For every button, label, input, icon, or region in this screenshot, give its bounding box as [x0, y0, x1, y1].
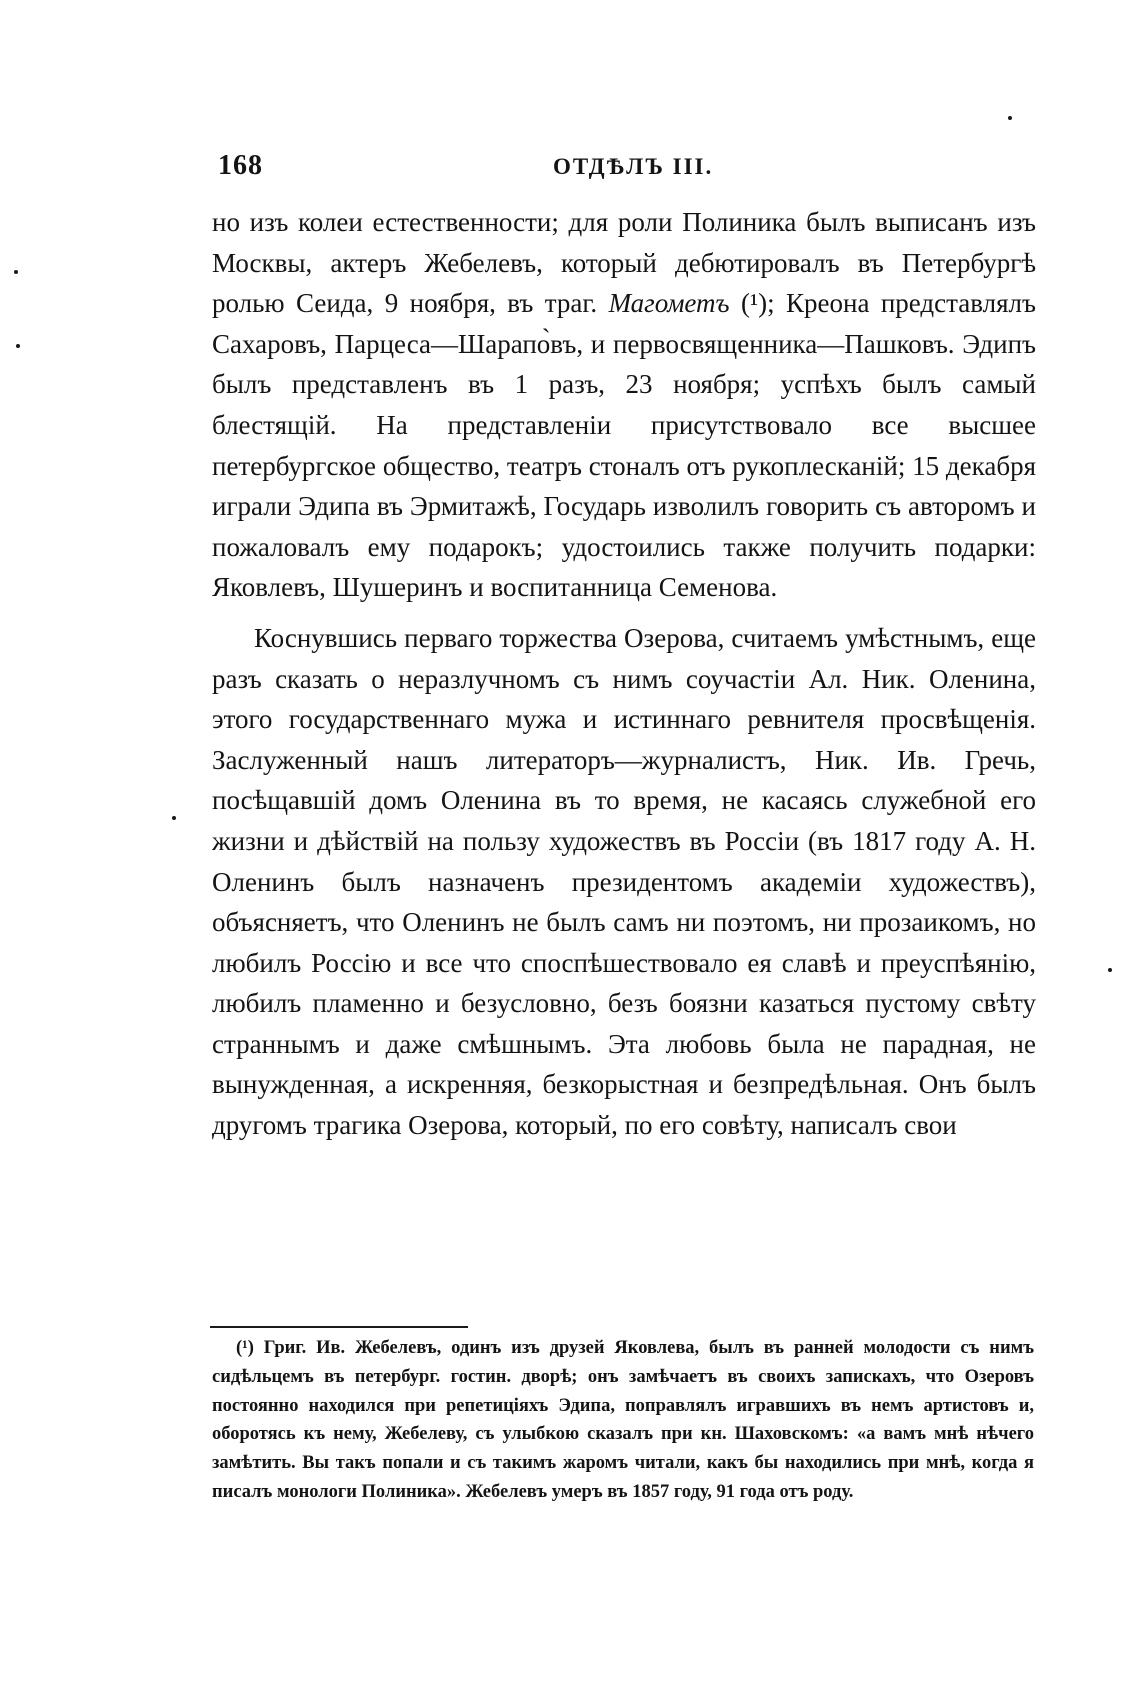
paragraph-1-part-b: (¹); Креона представлялъ Сахаровъ, Парцеса—Шарапо̀въ, и первосвященника—Пашковъ. Эдипъ былъ представленъ въ 1 разъ, 23 ноября; успѣхъ былъ самый блестящій. На представленіи присутствовало все высшее петербургское общество, театръ стоналъ отъ рукоплесканій; 15 декабря играли Эдипа въ Эрмитажѣ, Государь изволилъ говорить съ авторомъ и пожаловалъ ему подарокъ; удостоились также получить подарки: Яковлевъ, Шушеринъ и воспитанница Семенова.	[212, 288, 1036, 603]
play-title-magomet: Магометъ	[608, 288, 730, 319]
scan-speck	[1008, 116, 1012, 120]
paragraph-2: Коснувшись перваго торжества Озерова, считаемъ умѣстнымъ, еще разъ сказать о неразлучномъ съ нимъ соучастіи Ал. Ник. Оленина, этого государственнаго мужа и истиннаго ревнителя просвѣщенія. Заслуженный нашъ литераторъ—журналистъ, Ник. Ив. Гречь, посѣщавшій домъ Оленина въ то время, не касаясь служебной его жизни и дѣйствій на пользу художествъ въ Россіи (въ 1817 году А. Н. Оленинъ былъ назначенъ президентомъ академіи художествъ), объясняетъ, что Оленинъ не былъ самъ ни поэтомъ, ни прозаикомъ, но любилъ Россію и все что споспѣшествовало ея славѣ и преуспѣянію, любилъ пламенно и безусловно, безъ боязни казаться пустому свѣту страннымъ и даже смѣшнымъ. Эта любовь была не парадная, не вынужденная, а искренняя, безкорыстная и безпредѣльная. Онъ былъ другомъ трагика Озерова, который, по его совѣту, написалъ свои	[212, 622, 1036, 1141]
paragraph-1	[212, 202, 1036, 608]
footnote	[212, 1334, 1034, 1507]
footnote-divider	[210, 1326, 468, 1328]
section-title: ОТДѢЛЪ III.	[553, 154, 714, 179]
main-text	[212, 202, 1036, 1146]
running-head	[218, 150, 1036, 190]
page-number: 168	[218, 150, 263, 181]
footnote-text: (¹) Григ. Ив. Жебелевъ, одинъ изъ друзей Яковлева, былъ въ ранней молодости съ нимъ сидѣльцемъ въ петербург. гостин. дворѣ; онъ замѣчаетъ въ своихъ запискахъ, что Озеровъ постоянно находился при репетиціяхъ Эдипа, поправлялъ игравшихъ въ немъ артистовъ и, оборотясь къ нему, Жебелеву, съ улыбкою сказалъ при кн. Шаховскомъ: «а вамъ мнѣ нѣчего замѣтить. Вы такъ попали и съ такимъ жаромъ читали, какъ бы находились при мнѣ, когда я писалъ монологи Полиника». Жебелевъ умеръ въ 1857 году, 91 года отъ роду.	[212, 1338, 1034, 1502]
scan-speck	[16, 344, 20, 348]
scan-speck	[1108, 968, 1112, 972]
scan-speck	[172, 816, 176, 820]
scan-speck	[14, 270, 18, 274]
paragraph-1-part-a: но изъ колеи естественности; для роли Полиника былъ выписанъ изъ Москвы, актеръ Жебелевъ, который дебютировалъ въ Петербургѣ ролью Сеида, 9 ноября, въ траг.	[212, 207, 1036, 319]
